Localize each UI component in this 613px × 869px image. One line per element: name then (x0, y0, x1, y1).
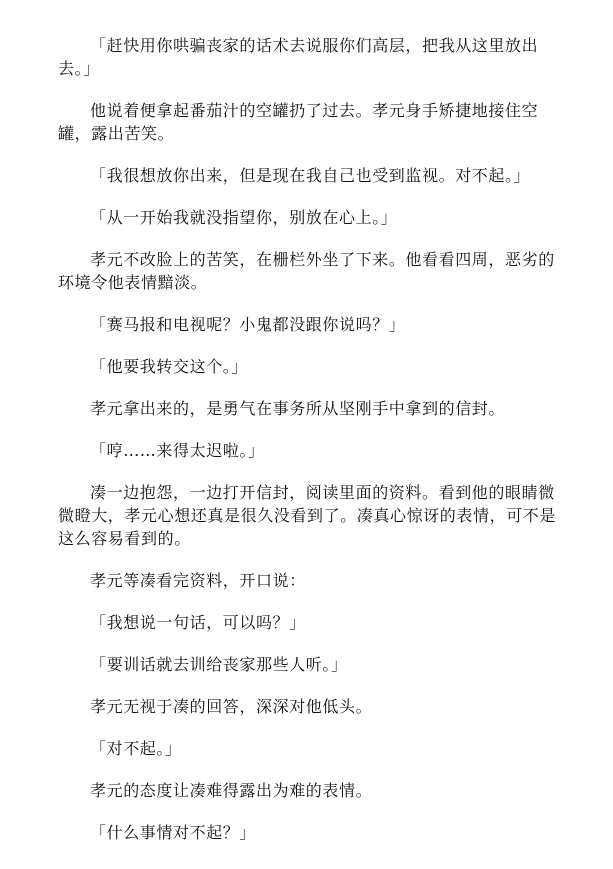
document-page (58, 34, 564, 844)
paragraph: 「我想说一句话，可以吗？」 (90, 613, 306, 632)
paragraph: 「赛马报和电视呢？小鬼都没跟你说吗？」 (90, 315, 406, 334)
paragraph: 孝元拿出来的，是勇气在事务所从坚刚手中拿到的信封。 (90, 399, 506, 418)
paragraph: 孝元不改脸上的苦笑，在栅栏外坐了下来。他看看四周，恶劣的环境令他表情黯淡。 (58, 250, 555, 292)
paragraph: 「从一开始我就没指望你，别放在心上。」 (90, 208, 398, 227)
paragraph: 「什么事情对不起？」 (90, 823, 257, 842)
paragraph: 「我很想放你出来，但是现在我自己也受到监视。对不起。」 (90, 166, 531, 185)
paragraph: 凑一边抱怨，一边打开信封，阅读里面的资料。看到他的眼睛微微瞪大，孝元心想还真是很久没看到了。凑真心惊讶的表情，可不是这么容易看到的。 (58, 483, 557, 548)
paragraph: 「哼……来得太迟啦。」 (90, 441, 265, 460)
paragraph: 孝元的态度让凑难得露出为难的表情。 (90, 781, 373, 800)
paragraph: 孝元等凑看完资料，开口说： (90, 571, 306, 590)
paragraph: 「赶快用你哄骗丧家的话术去说服你们高层，把我从这里放出去。」 (58, 36, 539, 78)
paragraph: 孝元无视于凑的回答，深深对他低头。 (90, 697, 373, 716)
paragraph: 「他要我转交这个。」 (90, 357, 249, 376)
paragraph: 「要训话就去训给丧家那些人听。」 (90, 655, 348, 674)
paragraph: 「对不起。」 (90, 739, 182, 758)
paragraph: 他说着便拿起番茄汁的空罐扔了过去。孝元身手矫捷地接住空罐，露出苦笑。 (58, 101, 539, 143)
